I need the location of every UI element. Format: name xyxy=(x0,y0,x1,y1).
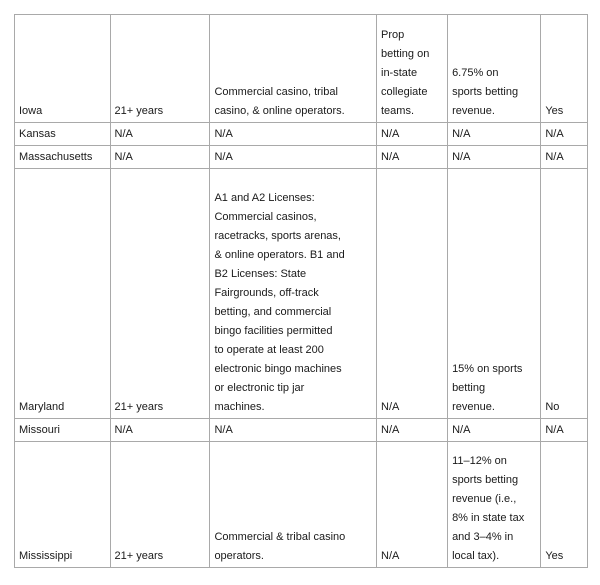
document-page xyxy=(14,14,588,576)
cell-age: 21+ years xyxy=(110,169,210,419)
cell-extra: Yes xyxy=(541,15,588,123)
cell-tax: 11–12% on sports betting revenue (i.e., 8% in state tax and 3–4% in local tax). xyxy=(448,442,541,568)
table-row-iowa xyxy=(15,15,588,123)
cell-extra: N/A xyxy=(541,419,588,442)
table-row-missouri xyxy=(15,419,588,442)
cell-state: Mississippi xyxy=(15,442,111,568)
cell-extra: N/A xyxy=(541,146,588,169)
cell-age: N/A xyxy=(110,123,210,146)
cell-restrictions: N/A xyxy=(377,169,448,419)
cell-operators: N/A xyxy=(210,146,377,169)
cell-operators: N/A xyxy=(210,419,377,442)
cell-restrictions: N/A xyxy=(377,442,448,568)
cell-age: N/A xyxy=(110,146,210,169)
cell-operators: Commercial & tribal casino operators. xyxy=(210,442,377,568)
cell-operators: A1 and A2 Licenses: Commercial casinos, racetracks, sports arenas, & online operators. B1 and B2 Licenses: State Fairgrounds, off-track betting, and commercial bingo facilities permitted to operate at least 200 electronic bingo machines or electronic tip jar machines. xyxy=(210,169,377,419)
cell-extra: No xyxy=(541,169,588,419)
cell-tax: 15% on sports betting revenue. xyxy=(448,169,541,419)
cell-tax: N/A xyxy=(448,123,541,146)
cell-restrictions: Prop betting on in-state collegiate teams. xyxy=(377,15,448,123)
table-row-kansas xyxy=(15,123,588,146)
cell-restrictions: N/A xyxy=(377,146,448,169)
cell-tax: 6.75% on sports betting revenue. xyxy=(448,15,541,123)
cell-state: Maryland xyxy=(15,169,111,419)
cell-state: Missouri xyxy=(15,419,111,442)
cell-operators: N/A xyxy=(210,123,377,146)
cell-age: 21+ years xyxy=(110,15,210,123)
cell-age: N/A xyxy=(110,419,210,442)
cell-restrictions: N/A xyxy=(377,123,448,146)
cell-age: 21+ years xyxy=(110,442,210,568)
cell-state: Iowa xyxy=(15,15,111,123)
cell-state: Kansas xyxy=(15,123,111,146)
cell-tax: N/A xyxy=(448,419,541,442)
cell-tax: N/A xyxy=(448,146,541,169)
cell-restrictions: N/A xyxy=(377,419,448,442)
table-row-maryland xyxy=(15,169,588,419)
cell-state: Massachusetts xyxy=(15,146,111,169)
cell-extra: N/A xyxy=(541,123,588,146)
table-row-massachusetts xyxy=(15,146,588,169)
table-row-mississippi xyxy=(15,442,588,568)
cell-extra: Yes xyxy=(541,442,588,568)
cell-operators: Commercial casino, tribal casino, & online operators. xyxy=(210,15,377,123)
sports-betting-table xyxy=(14,14,588,568)
